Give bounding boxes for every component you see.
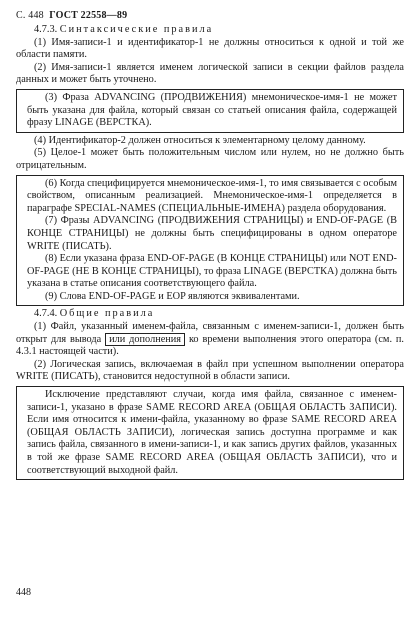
syntax-rule-6: (6) Когда специфицируется мнемоническое-имя-1, то имя связывается с особым свойством, описанным реализацией. Мнемоническое-имя-1 определяется в параграфе SPECIAL-NAMES (СПЕЦИАЛЬНЫЕ-ИМЕНА) раздела оборудования. [27, 177, 398, 214]
general-rule-1-text: (1) Файл, указанный именем-файла, связанным с именем-записи-1, должен быть открыт для вывода [16, 321, 404, 345]
section-number: 4.7.4. [34, 308, 58, 320]
page-label: С. 448 [16, 10, 44, 21]
boxed-exception [16, 386, 404, 480]
syntax-rule-3: (3) Фраза ADVANCING (ПРОДВИЖЕНИЯ) мнемоническое-имя-1 не может быть указана для файла, который связан со статьей описания файла, содержащей фразу LINAGE (ВЕРСТКА). [27, 91, 397, 129]
syntax-rule-9: (9) Слова END-OF-PAGE и EOP являются эквивалентами. [45, 290, 300, 302]
section-heading-general [16, 308, 404, 321]
page-content [16, 24, 404, 482]
syntax-rule-7: (7) Фразы ADVANCING (ПРОДВИЖЕНИЯ СТРАНИЦЫ) и END-OF-PAGE (В КОНЦЕ СТРАНИЦЫ) не должны быть специфицированы в одном операторе WRITE (ПИСАТЬ). [27, 215, 397, 252]
page-header [16, 10, 127, 23]
general-rule-1-tail: ко времени выполнения этого оператора (см. п. 4.3.1 настоящей части). [16, 333, 404, 358]
boxed-rules-6-9 [16, 175, 404, 307]
syntax-rule-8: (8) Если указана фраза END-OF-PAGE (В КОНЦЕ СТРАНИЦЫ) или NOT END-OF-PAGE (НЕ В КОНЦЕ СТРАНИЦЫ), то фраза LINAGE (ВЕРСТКА) должна быть указана в статье описания соответствующего файла. [27, 253, 397, 290]
section-title: Общие правила [59, 308, 155, 320]
syntax-rule-5: (5) Целое-1 может быть положительным числом или нулем, но не должно быть отрицательным. [16, 147, 404, 171]
syntax-rule-1: (1) Имя-записи-1 и идентификатор-1 не должны относиться к одной и той же области памяти. [16, 36, 404, 61]
boxed-rule-3 [16, 89, 404, 133]
standard-number: ГОСТ 22558—89 [49, 10, 128, 21]
general-rule-2-exception: Исключение представляют случаи, когда имя файла, связанное с именем-записи-1, указано в фразе SAME RECORD AREA (ОБЩАЯ ОБЛАСТЬ ЗАПИСИ). Если имя относится к имени-файла, указанному во фразе SAME RECORD AREA (ОБЩАЯ ОБЛАСТЬ ЗАПИСИ), логическая запись доступна программе и как запись файла, связанного в имени-записи-1, и как запись других файлов, указанных в той же фразе SAME RECORD AREA (ОБЩАЯ ОБЛАСТЬ ЗАПИСИ), что и соответствующий выходной файл. [27, 389, 397, 476]
syntax-rule-4: (4) Идентификатор-2 должен относиться к элементарному целому данному. [34, 134, 366, 146]
boxed-phrase: или дополнения [105, 333, 185, 346]
page-number: 448 [16, 587, 31, 598]
section-number: 4.7.3. [34, 24, 58, 35]
section-title: Синтаксические правила [59, 24, 214, 35]
general-rule-1 [16, 321, 404, 359]
general-rule-2: (2) Логическая запись, включаемая в файл при успешном выполнении оператора WRITE (ПИСАТЬ), становится недоступной в области записи. [16, 358, 404, 383]
syntax-rule-2: (2) Имя-записи-1 является именем логической записи в секции файлов раздела данных и может быть уточнено. [16, 61, 404, 86]
section-heading-syntax [16, 24, 404, 37]
